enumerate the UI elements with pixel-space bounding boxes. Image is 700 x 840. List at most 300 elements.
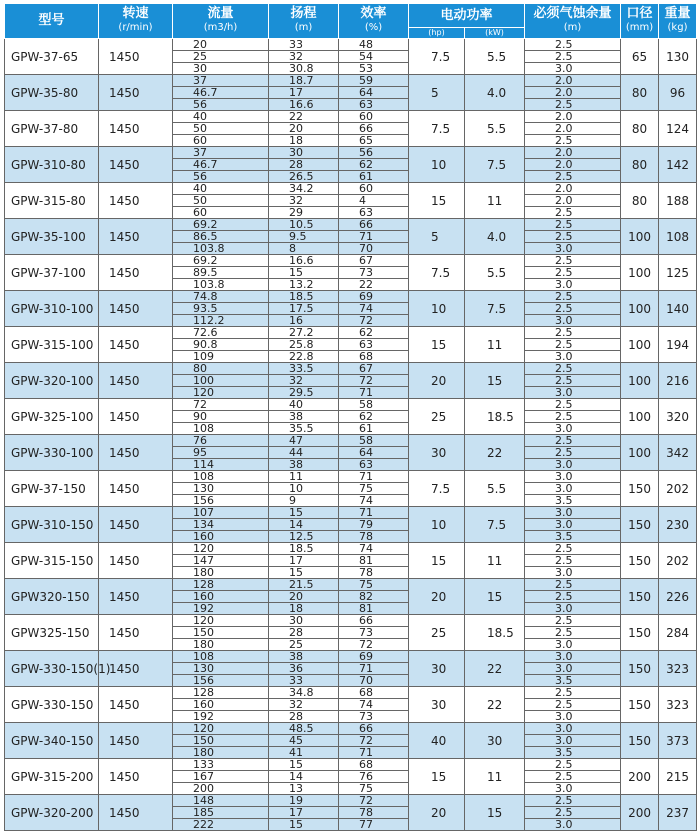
head-cell: 33 bbox=[269, 39, 339, 51]
caliber-cell: 150 bbox=[621, 615, 659, 651]
flow-cell: 50 bbox=[173, 195, 269, 207]
weight-cell: 188 bbox=[659, 183, 697, 219]
flow-cell: 128 bbox=[173, 687, 269, 699]
head-cell: 11 bbox=[269, 471, 339, 483]
head-cell: 30 bbox=[269, 147, 339, 159]
flow-cell: 46.7 bbox=[173, 159, 269, 171]
npsh-cell: 2.0 bbox=[525, 147, 621, 159]
flow-cell: 160 bbox=[173, 591, 269, 603]
head-cell: 25 bbox=[269, 639, 339, 651]
npsh-cell: 2.5 bbox=[525, 219, 621, 231]
efficiency-cell: 73 bbox=[339, 627, 409, 639]
flow-cell: 108 bbox=[173, 423, 269, 435]
head-cell: 34.2 bbox=[269, 183, 339, 195]
npsh-cell: 3.0 bbox=[525, 567, 621, 579]
power-kw-cell: 11 bbox=[465, 759, 525, 795]
npsh-cell: 3.0 bbox=[525, 711, 621, 723]
head-cell: 44 bbox=[269, 447, 339, 459]
efficiency-cell: 4 bbox=[339, 195, 409, 207]
flow-cell: 69.2 bbox=[173, 219, 269, 231]
head-cell: 28 bbox=[269, 627, 339, 639]
caliber-cell: 150 bbox=[621, 471, 659, 507]
flow-cell: 133 bbox=[173, 759, 269, 771]
weight-cell: 216 bbox=[659, 363, 697, 399]
power-kw-cell: 15 bbox=[465, 579, 525, 615]
npsh-cell: 3.0 bbox=[525, 459, 621, 471]
npsh-cell: 2.0 bbox=[525, 123, 621, 135]
speed-cell: 1450 bbox=[99, 615, 173, 651]
speed-cell: 1450 bbox=[99, 39, 173, 75]
power-kw-cell: 15 bbox=[465, 795, 525, 831]
npsh-cell: 2.5 bbox=[525, 435, 621, 447]
npsh-cell: 3.5 bbox=[525, 747, 621, 759]
caliber-cell: 100 bbox=[621, 399, 659, 435]
efficiency-cell: 61 bbox=[339, 423, 409, 435]
head-cell: 38 bbox=[269, 651, 339, 663]
header-model: 型号 bbox=[5, 4, 99, 39]
caliber-cell: 150 bbox=[621, 507, 659, 543]
caliber-cell: 100 bbox=[621, 219, 659, 255]
caliber-cell: 100 bbox=[621, 435, 659, 471]
npsh-cell: 2.5 bbox=[525, 591, 621, 603]
npsh-cell: 3.0 bbox=[525, 423, 621, 435]
flow-cell: 25 bbox=[173, 51, 269, 63]
table-row bbox=[5, 219, 697, 231]
npsh-cell: 3.0 bbox=[525, 783, 621, 795]
head-cell: 29.5 bbox=[269, 387, 339, 399]
caliber-cell: 65 bbox=[621, 39, 659, 75]
efficiency-cell: 72 bbox=[339, 735, 409, 747]
power-kw-cell: 22 bbox=[465, 651, 525, 687]
power-kw-cell: 11 bbox=[465, 183, 525, 219]
model-cell: GPW-37-150 bbox=[5, 471, 99, 507]
flow-cell: 76 bbox=[173, 435, 269, 447]
head-cell: 40 bbox=[269, 399, 339, 411]
npsh-cell: 3.0 bbox=[525, 663, 621, 675]
weight-cell: 237 bbox=[659, 795, 697, 831]
flow-cell: 128 bbox=[173, 579, 269, 591]
efficiency-cell: 60 bbox=[339, 183, 409, 195]
head-cell: 38 bbox=[269, 459, 339, 471]
npsh-cell: 3.5 bbox=[525, 495, 621, 507]
efficiency-cell: 71 bbox=[339, 471, 409, 483]
power-hp-cell: 20 bbox=[409, 363, 465, 399]
flow-cell: 156 bbox=[173, 675, 269, 687]
flow-cell: 167 bbox=[173, 771, 269, 783]
weight-cell: 194 bbox=[659, 327, 697, 363]
speed-cell: 1450 bbox=[99, 399, 173, 435]
npsh-cell: 2.5 bbox=[525, 327, 621, 339]
head-cell: 32 bbox=[269, 375, 339, 387]
model-cell: GPW-320-200 bbox=[5, 795, 99, 831]
caliber-cell: 150 bbox=[621, 543, 659, 579]
flow-cell: 90 bbox=[173, 411, 269, 423]
table-row bbox=[5, 651, 697, 663]
npsh-cell: 3.0 bbox=[525, 63, 621, 75]
flow-cell: 150 bbox=[173, 735, 269, 747]
efficiency-cell: 66 bbox=[339, 123, 409, 135]
flow-cell: 185 bbox=[173, 807, 269, 819]
power-hp-cell: 25 bbox=[409, 399, 465, 435]
efficiency-cell: 82 bbox=[339, 591, 409, 603]
efficiency-cell: 75 bbox=[339, 579, 409, 591]
speed-cell: 1450 bbox=[99, 75, 173, 111]
npsh-cell: 3.0 bbox=[525, 519, 621, 531]
power-hp-cell: 5 bbox=[409, 75, 465, 111]
flow-cell: 160 bbox=[173, 531, 269, 543]
caliber-cell: 150 bbox=[621, 651, 659, 687]
speed-cell: 1450 bbox=[99, 795, 173, 831]
head-cell: 41 bbox=[269, 747, 339, 759]
table-row bbox=[5, 543, 697, 555]
model-cell: GPW-37-80 bbox=[5, 111, 99, 147]
efficiency-cell: 66 bbox=[339, 615, 409, 627]
head-cell: 16.6 bbox=[269, 99, 339, 111]
head-cell: 28 bbox=[269, 711, 339, 723]
head-cell: 12.5 bbox=[269, 531, 339, 543]
weight-cell: 124 bbox=[659, 111, 697, 147]
model-cell: GPW-315-100 bbox=[5, 327, 99, 363]
flow-cell: 37 bbox=[173, 75, 269, 87]
npsh-cell: 2.5 bbox=[525, 771, 621, 783]
npsh-cell: 2.5 bbox=[525, 171, 621, 183]
speed-cell: 1450 bbox=[99, 651, 173, 687]
flow-cell: 89.5 bbox=[173, 267, 269, 279]
head-cell: 15 bbox=[269, 759, 339, 771]
table-row bbox=[5, 147, 697, 159]
power-kw-cell: 7.5 bbox=[465, 507, 525, 543]
npsh-cell: 2.5 bbox=[525, 555, 621, 567]
table-row bbox=[5, 327, 697, 339]
efficiency-cell: 66 bbox=[339, 219, 409, 231]
model-cell: GPW-310-80 bbox=[5, 147, 99, 183]
weight-cell: 284 bbox=[659, 615, 697, 651]
efficiency-cell: 75 bbox=[339, 483, 409, 495]
npsh-cell: 3.0 bbox=[525, 639, 621, 651]
power-hp-cell: 30 bbox=[409, 435, 465, 471]
efficiency-cell: 71 bbox=[339, 747, 409, 759]
model-cell: GPW-310-100 bbox=[5, 291, 99, 327]
npsh-cell: 2.5 bbox=[525, 303, 621, 315]
npsh-cell: 3.0 bbox=[525, 315, 621, 327]
npsh-cell: 2.5 bbox=[525, 231, 621, 243]
efficiency-cell: 67 bbox=[339, 255, 409, 267]
weight-cell: 323 bbox=[659, 687, 697, 723]
speed-cell: 1450 bbox=[99, 111, 173, 147]
npsh-cell: 2.5 bbox=[525, 339, 621, 351]
npsh-cell: 2.5 bbox=[525, 375, 621, 387]
npsh-cell: 3.0 bbox=[525, 603, 621, 615]
speed-cell: 1450 bbox=[99, 291, 173, 327]
flow-cell: 160 bbox=[173, 699, 269, 711]
efficiency-cell: 70 bbox=[339, 243, 409, 255]
head-cell: 30 bbox=[269, 615, 339, 627]
flow-cell: 192 bbox=[173, 603, 269, 615]
npsh-cell: 3.0 bbox=[525, 483, 621, 495]
head-cell: 33.5 bbox=[269, 363, 339, 375]
npsh-cell: 2.5 bbox=[525, 807, 621, 819]
power-kw-cell: 18.5 bbox=[465, 615, 525, 651]
efficiency-cell: 56 bbox=[339, 147, 409, 159]
head-cell: 48.5 bbox=[269, 723, 339, 735]
npsh-cell: 2.5 bbox=[525, 579, 621, 591]
npsh-cell: 2.5 bbox=[525, 51, 621, 63]
npsh-cell: 3.0 bbox=[525, 387, 621, 399]
flow-cell: 95 bbox=[173, 447, 269, 459]
weight-cell: 373 bbox=[659, 723, 697, 759]
flow-cell: 69.2 bbox=[173, 255, 269, 267]
caliber-cell: 100 bbox=[621, 363, 659, 399]
npsh-cell: 2.5 bbox=[525, 39, 621, 51]
flow-cell: 120 bbox=[173, 723, 269, 735]
npsh-cell: 2.5 bbox=[525, 447, 621, 459]
header-power-hp: (hp) bbox=[409, 28, 465, 39]
table-row bbox=[5, 363, 697, 375]
caliber-cell: 80 bbox=[621, 183, 659, 219]
flow-cell: 107 bbox=[173, 507, 269, 519]
weight-cell: 202 bbox=[659, 471, 697, 507]
npsh-cell: 3.0 bbox=[525, 735, 621, 747]
table-row bbox=[5, 75, 697, 87]
model-cell: GPW320-150 bbox=[5, 579, 99, 615]
npsh-cell: 2.5 bbox=[525, 411, 621, 423]
model-cell: GPW-37-65 bbox=[5, 39, 99, 75]
head-cell: 10 bbox=[269, 483, 339, 495]
head-cell: 15 bbox=[269, 567, 339, 579]
header-power: 电动功率 bbox=[409, 4, 525, 28]
head-cell: 19 bbox=[269, 795, 339, 807]
flow-cell: 72 bbox=[173, 399, 269, 411]
header-npsh: 必须气蚀余量 (m) bbox=[525, 4, 621, 39]
power-hp-cell: 7.5 bbox=[409, 39, 465, 75]
power-hp-cell: 30 bbox=[409, 687, 465, 723]
efficiency-cell: 64 bbox=[339, 87, 409, 99]
caliber-cell: 80 bbox=[621, 111, 659, 147]
head-cell: 32 bbox=[269, 195, 339, 207]
efficiency-cell: 72 bbox=[339, 795, 409, 807]
head-cell: 32 bbox=[269, 51, 339, 63]
npsh-cell: 2.0 bbox=[525, 75, 621, 87]
power-kw-cell: 11 bbox=[465, 543, 525, 579]
flow-cell: 60 bbox=[173, 135, 269, 147]
speed-cell: 1450 bbox=[99, 327, 173, 363]
flow-cell: 130 bbox=[173, 483, 269, 495]
efficiency-cell: 81 bbox=[339, 603, 409, 615]
head-cell: 9.5 bbox=[269, 231, 339, 243]
pump-spec-table bbox=[4, 3, 697, 831]
flow-cell: 100 bbox=[173, 375, 269, 387]
flow-cell: 156 bbox=[173, 495, 269, 507]
head-cell: 17 bbox=[269, 807, 339, 819]
power-kw-cell: 18.5 bbox=[465, 399, 525, 435]
npsh-cell: 3.0 bbox=[525, 507, 621, 519]
caliber-cell: 150 bbox=[621, 687, 659, 723]
flow-cell: 180 bbox=[173, 639, 269, 651]
pump-spec-table-container bbox=[4, 3, 696, 831]
flow-cell: 72.6 bbox=[173, 327, 269, 339]
table-row bbox=[5, 615, 697, 627]
efficiency-cell: 68 bbox=[339, 351, 409, 363]
power-hp-cell: 7.5 bbox=[409, 111, 465, 147]
header-head: 扬程 (m) bbox=[269, 4, 339, 39]
npsh-cell: 2.0 bbox=[525, 87, 621, 99]
efficiency-cell: 62 bbox=[339, 327, 409, 339]
table-row bbox=[5, 795, 697, 807]
head-cell: 45 bbox=[269, 735, 339, 747]
flow-cell: 108 bbox=[173, 651, 269, 663]
weight-cell: 130 bbox=[659, 39, 697, 75]
flow-cell: 120 bbox=[173, 615, 269, 627]
head-cell: 20 bbox=[269, 123, 339, 135]
power-kw-cell: 22 bbox=[465, 687, 525, 723]
efficiency-cell: 69 bbox=[339, 651, 409, 663]
head-cell: 17 bbox=[269, 87, 339, 99]
head-cell: 33 bbox=[269, 675, 339, 687]
head-cell: 14 bbox=[269, 771, 339, 783]
table-row bbox=[5, 183, 697, 195]
model-cell: GPW-315-200 bbox=[5, 759, 99, 795]
flow-cell: 120 bbox=[173, 543, 269, 555]
npsh-cell: 2.5 bbox=[525, 363, 621, 375]
npsh-cell: 3.0 bbox=[525, 819, 621, 831]
power-kw-cell: 4.0 bbox=[465, 75, 525, 111]
header-speed: 转速 (r/min) bbox=[99, 4, 173, 39]
model-cell: GPW-37-100 bbox=[5, 255, 99, 291]
power-hp-cell: 5 bbox=[409, 219, 465, 255]
flow-cell: 200 bbox=[173, 783, 269, 795]
head-cell: 32 bbox=[269, 699, 339, 711]
model-cell: GPW-325-100 bbox=[5, 399, 99, 435]
efficiency-cell: 54 bbox=[339, 51, 409, 63]
npsh-cell: 2.0 bbox=[525, 159, 621, 171]
table-row bbox=[5, 687, 697, 699]
weight-cell: 125 bbox=[659, 255, 697, 291]
efficiency-cell: 59 bbox=[339, 75, 409, 87]
efficiency-cell: 62 bbox=[339, 411, 409, 423]
power-hp-cell: 15 bbox=[409, 183, 465, 219]
model-cell: GPW-315-150 bbox=[5, 543, 99, 579]
flow-cell: 150 bbox=[173, 627, 269, 639]
speed-cell: 1450 bbox=[99, 147, 173, 183]
flow-cell: 90.8 bbox=[173, 339, 269, 351]
weight-cell: 320 bbox=[659, 399, 697, 435]
weight-cell: 108 bbox=[659, 219, 697, 255]
npsh-cell: 2.5 bbox=[525, 255, 621, 267]
head-cell: 15 bbox=[269, 267, 339, 279]
weight-cell: 226 bbox=[659, 579, 697, 615]
head-cell: 9 bbox=[269, 495, 339, 507]
head-cell: 15 bbox=[269, 819, 339, 831]
table-body bbox=[5, 39, 697, 831]
npsh-cell: 3.0 bbox=[525, 651, 621, 663]
power-hp-cell: 20 bbox=[409, 795, 465, 831]
efficiency-cell: 75 bbox=[339, 783, 409, 795]
efficiency-cell: 71 bbox=[339, 231, 409, 243]
npsh-cell: 2.5 bbox=[525, 267, 621, 279]
efficiency-cell: 71 bbox=[339, 387, 409, 399]
efficiency-cell: 70 bbox=[339, 675, 409, 687]
efficiency-cell: 72 bbox=[339, 375, 409, 387]
efficiency-cell: 74 bbox=[339, 543, 409, 555]
power-hp-cell: 15 bbox=[409, 759, 465, 795]
table-header bbox=[5, 4, 697, 39]
flow-cell: 30 bbox=[173, 63, 269, 75]
table-row bbox=[5, 435, 697, 447]
head-cell: 16.6 bbox=[269, 255, 339, 267]
flow-cell: 114 bbox=[173, 459, 269, 471]
power-hp-cell: 7.5 bbox=[409, 471, 465, 507]
efficiency-cell: 74 bbox=[339, 303, 409, 315]
flow-cell: 180 bbox=[173, 567, 269, 579]
npsh-cell: 2.5 bbox=[525, 399, 621, 411]
efficiency-cell: 61 bbox=[339, 171, 409, 183]
power-hp-cell: 25 bbox=[409, 615, 465, 651]
head-cell: 26.5 bbox=[269, 171, 339, 183]
npsh-cell: 3.0 bbox=[525, 351, 621, 363]
efficiency-cell: 78 bbox=[339, 567, 409, 579]
model-cell: GPW-35-100 bbox=[5, 219, 99, 255]
flow-cell: 112.2 bbox=[173, 315, 269, 327]
efficiency-cell: 72 bbox=[339, 639, 409, 651]
npsh-cell: 2.5 bbox=[525, 135, 621, 147]
head-cell: 30.8 bbox=[269, 63, 339, 75]
power-hp-cell: 15 bbox=[409, 543, 465, 579]
flow-cell: 46.7 bbox=[173, 87, 269, 99]
speed-cell: 1450 bbox=[99, 255, 173, 291]
flow-cell: 222 bbox=[173, 819, 269, 831]
caliber-cell: 80 bbox=[621, 75, 659, 111]
efficiency-cell: 78 bbox=[339, 807, 409, 819]
efficiency-cell: 63 bbox=[339, 99, 409, 111]
flow-cell: 108 bbox=[173, 471, 269, 483]
npsh-cell: 2.5 bbox=[525, 207, 621, 219]
head-cell: 18 bbox=[269, 603, 339, 615]
head-cell: 18.5 bbox=[269, 291, 339, 303]
flow-cell: 147 bbox=[173, 555, 269, 567]
head-cell: 22 bbox=[269, 111, 339, 123]
caliber-cell: 100 bbox=[621, 291, 659, 327]
head-cell: 18.7 bbox=[269, 75, 339, 87]
head-cell: 38 bbox=[269, 411, 339, 423]
model-cell: GPW325-150 bbox=[5, 615, 99, 651]
weight-cell: 215 bbox=[659, 759, 697, 795]
table-row bbox=[5, 291, 697, 303]
speed-cell: 1450 bbox=[99, 363, 173, 399]
head-cell: 14 bbox=[269, 519, 339, 531]
efficiency-cell: 77 bbox=[339, 819, 409, 831]
weight-cell: 323 bbox=[659, 651, 697, 687]
power-hp-cell: 10 bbox=[409, 291, 465, 327]
caliber-cell: 150 bbox=[621, 723, 659, 759]
efficiency-cell: 62 bbox=[339, 159, 409, 171]
efficiency-cell: 78 bbox=[339, 531, 409, 543]
head-cell: 20 bbox=[269, 591, 339, 603]
efficiency-cell: 22 bbox=[339, 279, 409, 291]
power-kw-cell: 7.5 bbox=[465, 147, 525, 183]
caliber-cell: 100 bbox=[621, 327, 659, 363]
model-cell: GPW-320-100 bbox=[5, 363, 99, 399]
flow-cell: 86.5 bbox=[173, 231, 269, 243]
flow-cell: 50 bbox=[173, 123, 269, 135]
efficiency-cell: 63 bbox=[339, 459, 409, 471]
flow-cell: 74.8 bbox=[173, 291, 269, 303]
head-cell: 8 bbox=[269, 243, 339, 255]
head-cell: 17.5 bbox=[269, 303, 339, 315]
speed-cell: 1450 bbox=[99, 579, 173, 615]
flow-cell: 40 bbox=[173, 111, 269, 123]
head-cell: 47 bbox=[269, 435, 339, 447]
head-cell: 25.8 bbox=[269, 339, 339, 351]
